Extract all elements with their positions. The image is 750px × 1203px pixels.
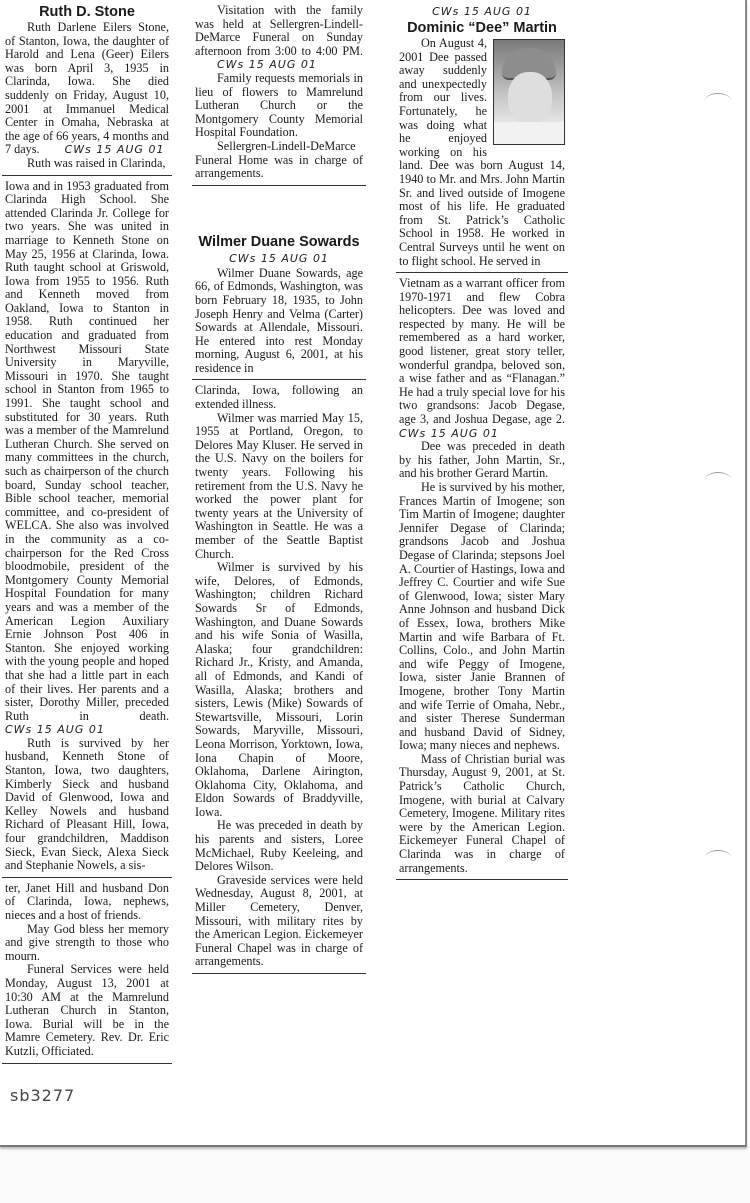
binder-hole [705,93,731,108]
obituary-title-dominic-martin: Dominic “Dee” Martin [407,20,557,36]
dominic-paragraph-4: He is survived by his mother, Frances Martin of Imogene; son Tim Martin of Imogene; daughter Jennifer Degase of Clarinda; grandsons Jacob and Joshua Degase of Clarinda; stepsons Joel A. Courtier of Hastings, Iowa and Jeffrey C. Courtier and wife Sue of Glenwood, Iowa; sister Mary Anne Johnson and husband Dick of Essex, Iowa, brothers Mike Martin and wife Barbara of Ft. Collins, Colo., and John Martin and wife Peggy of Imogene, Iowa, sister Janie Brannen of Imogene, brother Tony Martin and wife Terrie of Omaha, Nebr., and sister Therese Sunderman and husband David of Sidney, Iowa; many nieces and nephews. [399,480,565,753]
wilmer-paragraph-1: Wilmer Duane Sowards, age 66, of Edmonds, Washington, was born February 18, 1935, to John Joseph Henry and Velma (Carter) Sowards at Allendale, Missouri. He entered into rest Monday morning, August 6, 2001, at his residence in [195,265,363,375]
wilmer-paragraph-2: Clarinda, Iowa, following an extended illness. [195,383,363,412]
column-3 [396,4,568,884]
scan-background [0,1147,750,1203]
ruth-memorials-paragraph: Family requests memorials in lieu of flowers to Mamrelund Lutheran Church or the Montgomery County Memorial Hospital Foundation. [195,70,363,140]
ruth-paragraph-3: Iowa and in 1953 graduated from Clarinda High School. She attended Clarinda Jr. College for two years. She was united in marriage to Kenneth Stone on May 25, 1956 at Clarinda, Iowa. Ruth taught school at Griswold, Iowa from 1955 to 1956. Ruth and Kenneth moved from Oakland, Iowa to Stanton in 1958. Ruth continued her education and graduated from Northwest Missouri State University in Maryville, Missouri in 1970. She taught school in Stanton from 1965 to 1991. She taught school and substituted for 30 years. Ruth was a member of the Mamrelund Lutheran Church. She served on many committees in the church, such as chairperson of the church board, Sunday school teacher, Bible school teacher, memorial committee, and co-president of WELCA. She also was involved in the community as a co-chairperson for the Red Cross bloodmobile, president of the Montgomery County Memorial Hospital Foundation for many years and was a member of the American Legion Auxiliary Ernie Johnson Post 406 in Stanton. She enjoyed working with the young people and hoped that she had a little part in each of their lives. Her parents and a sister, Dorothy Miller, preceded Ruth in death. CWs 15 AUG 01 [5,178,169,737]
wilmer-paragraph-3: Wilmer was married May 15, 1955 at Portland, Oregon, to Delores May Kluser. He served in the U.S. Navy on the boilers for twenty years. Following his retirement from the U.S. Navy he worked the power plant for twenty years at the University of Washington in Seattle. He was a member of the Seattle Baptist Church. [195,410,363,561]
ruth-paragraph-2a: Ruth was raised in Clarinda, [27,155,166,170]
column-divider [2,877,172,878]
dominic-paragraph-3: Dee was preceded in death by his father, John Martin, Sr., and his brother Gerard Martin. [399,439,565,481]
ruth-stone-column-mid [2,180,172,873]
ruth-paragraph-1: Ruth Darlene Eilers Stone, of Stanton, Iowa, the daughter of Harold and Lena (Geer) Eilers was born April 3, 1935 in Clarinda, Iowa. She died suddenly on Friday, August 10, 2001 at Immanuel Medical Center in Omaha, Nebraska at the age of 66 years, 4 months and 7 days. CWs 15 AUG 01 [5,20,169,157]
ruth-stone-column-bottom [2,882,172,1059]
face-shape [508,72,552,124]
handwritten-date-annotation: CWs 15 AUG 01 [399,426,499,440]
ruth-stone-continuation [192,4,366,181]
archive-mark: sb3277 [10,1085,76,1105]
handwritten-date-annotation: CWs 15 AUG 01 [64,143,165,157]
obituary-title-wilmer-sowards: Wilmer Duane Sowards [198,233,360,250]
handwritten-date-annotation: CWs 15 AUG 01 [432,5,532,18]
wilmer-sowards-column-top [192,234,366,376]
binder-hole [705,472,731,487]
dominic-paragraph-5: Mass of Christian burial was Thursday, August 9, 2001, at St. Patrick’s Catholic Church, Imogene, with burial at Calvary Cemetery, Imogene. Military rites were by the American Legion. Eickemeyer Funeral Chapel of Clarinda was in charge of arrangements. [399,751,565,875]
column-divider [2,175,172,176]
column-divider [396,879,568,880]
dominic-martin-column-top [396,4,568,268]
handwritten-date-annotation: CWs 15 AUG 01 [229,251,329,265]
column-divider [2,1063,172,1064]
obituary-title-ruth-stone: Ruth D. Stone [39,4,135,20]
column-layout [0,4,745,1068]
shirt-shape [494,122,564,145]
dominic-martin-column-bottom [396,277,568,875]
ruth-paragraph-7: Funeral Services were held Monday, August 13, 2001 at 10:30 AM at the Mamrelund Lutheran Church in Stanton, Iowa. Burial will be in the Mamre Cemetery. Rev. Dr. Eric Kutzli, Officiated. [5,962,169,1058]
column-gap [192,190,366,234]
column-divider [192,973,366,974]
wilmer-sowards-column-bottom [192,384,366,969]
handwritten-date-annotation: CWs 15 AUG 01 [5,723,105,737]
ruth-paragraph-5: ter, Janet Hill and husband Don of Clarinda, Iowa, nephews, nieces and a host of friends. [5,880,169,922]
column-divider [396,272,568,273]
column-2 [192,4,366,978]
ruth-stone-column-top [2,4,172,171]
column-divider [192,185,366,186]
column-divider [192,379,366,380]
dominic-paragraph-2: Vietnam as a warrant officer from 1970-1971 and flew Cobra helicopters. Dee was loved and respected by many. He will be remembered as a hard worker, good listener, great story teller, wonderful grandpa, beloved son, a wise father and as “Flanagan.” He had a truly special love for his two grandsons: Jacob Degase, age 3, and Joshua Degase, age 2. CWs 15 AUG 01 [399,276,565,440]
column-1 [2,4,172,1068]
wilmer-paragraph-5: He was preceded in death by his parents and sisters, Loree McMichael, Ruby Keeleing, and Delores Wilson. [195,818,363,874]
ruth-visitation-paragraph: Visitation with the family was held at Sellergren-Lindell-DeMarce Funeral on Sunday afternoon from 3:00 to 4:00 PM. CWs 15 AUG 01 [195,3,363,72]
portrait-photo [493,39,565,145]
binder-hole [705,850,731,865]
ruth-arrangements-paragraph: Sellergren-Lindell-DeMarce Funeral Home was in charge of arrangements. [195,138,363,181]
ruth-paragraph-6: May God bless her memory and give strength to those who mourn. [5,921,169,963]
dominic-paragraph-1: On August 4, 2001 Dee passed away suddenly and unexpectedly from our lives. Fortunately, he was doing what he enjoyed working on his land. Dee was born August 14, 1940 to Mr. and Mrs. John Martin Sr. and lived outside of Imogene most of his life. He graduated from St. Patrick’s Catholic School in 1958. He worked in Central Surveys until he went on to flight school. He served in [399,36,565,268]
ruth-paragraph-4: Ruth is survived by her husband, Kenneth Stone of Stanton, Iowa, two daughters, Kimberly Sieck and husband David of Glenwood, Iowa and Kelley Nowels and husband Richard of Pleasant Hill, Iowa, four grandchildren, Maddison Sieck, Evan Sieck, Alexa Sieck and Stephanie Nowels, a sis- [5,735,169,873]
handwritten-date-annotation: CWs 15 AUG 01 [217,58,317,72]
wilmer-paragraph-4: Wilmer is survived by his wife, Delores, of Edmonds, Washington; children Richard Sowards Sr of Edmonds, Washington, and Duane Sowards and his wife Sonia of Wasilla, Alaska; four grandchildren: Richard Jr., Kristy, and Amanda, all of Edmonds, and Kandi of Wasilla, Alaska; brothers and sisters, Lewis (Mike) Sowards of Stewartsville, Missouri, Lorin Sowards, Maryville, Missouri, Leona Morrison, Yorktown, Iowa, Iona Chapin of Moore, Oklahoma, Darlene Airington, Oklahoma City, Oklahoma, and Eldon Sowards of Braddyville, Iowa. [195,560,363,819]
wilmer-paragraph-6: Graveside services were held Wednesday, August 8, 2001, at Miller Cemetery, Denver, Missouri, with military rites by the American Legion. Eickemeyer Funeral Chapel was in charge of arrangements. [195,872,363,969]
